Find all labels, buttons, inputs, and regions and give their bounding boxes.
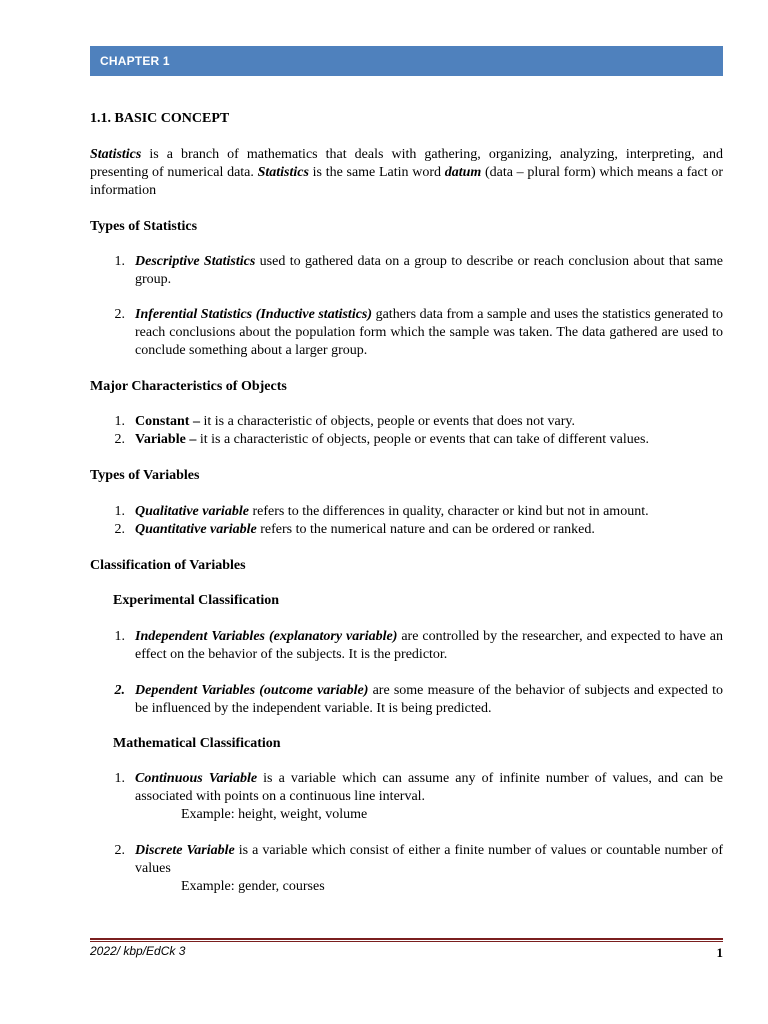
example-discrete: Example: gender, courses [181,879,325,894]
text-continuous: is a variable which can assume any of infinite number of values, and can be associated with points on a continuous line interval. [135,771,723,804]
example-continuous: Example: height, weight, volume [181,807,368,822]
term-discrete: Discrete Variable [135,843,235,858]
heading-types-of-variables: Types of Variables [90,468,200,483]
list-number: 2. [114,843,125,858]
text-constant: it is a characteristic of objects, people or events that does not vary. [203,414,575,429]
list-item-descriptive-statistics [135,253,723,289]
intro-paragraph [90,146,723,200]
heading-types-of-statistics: Types of Statistics [90,219,198,234]
term-constant: Constant – [135,414,204,429]
term-inferential-statistics: Inferential Statistics (Inductive statistics) [135,307,373,322]
heading-major-characteristics: Major Characteristics of Objects [90,379,287,394]
intro-text-1: is a branch of mathematics that deals with gathering, organizing, analyzing, interpreting, and presenting of numerical data. [90,147,723,180]
list-number: 1. [114,254,125,269]
list-number: 1. [114,414,125,429]
term-continuous: Continuous Variable [135,771,258,786]
intro-text-3: (data – plural form) which means a fact or information [90,165,723,198]
chapter-banner [90,46,723,76]
text-discrete: is a variable which consist of either a finite number of values or countable number of values [135,843,724,876]
list-item-dependent [135,682,723,718]
list-number: 1. [114,504,125,519]
list-item-variable [135,431,723,449]
text-independent: are controlled by the researcher, and expected to have an effect on the behavior of the subjects. It is the predictor. [135,629,723,662]
heading-classification: Classification of Variables [90,558,246,573]
intro-term-statistics-2: Statistics [257,165,309,180]
term-qualitative: Qualitative variable [135,504,249,519]
list-number: 1. [114,629,125,644]
text-qualitative: refers to the differences in quality, character or kind but not in amount. [248,504,649,519]
term-variable: Variable – [135,432,200,447]
term-descriptive-statistics: Descriptive Statistics [135,254,256,269]
section-title: 1.1. BASIC CONCEPT [90,111,230,126]
page-number: 1 [716,945,723,960]
intro-term-datum: datum [444,165,482,180]
footer-course-code: 2022/ kbp/EdCk 3 [90,944,186,958]
subheading-mathematical: Mathematical Classification [113,736,281,751]
text-quantitative: refers to the numerical nature and can be ordered or ranked. [256,522,595,537]
list-item-qualitative [135,503,723,521]
list-item-independent [135,628,723,664]
text-inferential-statistics: gathers data from a sample and uses the statistics generated to reach conclusions about the population form which the sample was taken. The data gathered are used to conclude something about a larger group. [135,307,723,358]
intro-term-statistics: Statistics [90,147,142,162]
term-independent: Independent Variables (explanatory variable) [135,629,398,644]
list-number: 2. [114,522,125,537]
list-number: 2. [114,432,125,447]
list-number: 2. [114,683,125,698]
footer-rule-thin [90,941,723,942]
list-item-constant [135,413,723,431]
subheading-experimental: Experimental Classification [113,593,280,608]
list-number: 1. [114,771,125,786]
footer-rule [90,938,723,940]
list-item-quantitative [135,521,723,539]
chapter-label: CHAPTER 1 [100,54,170,68]
term-quantitative: Quantitative variable [135,522,257,537]
text-descriptive-statistics: used to gathered data on a group to describe or reach conclusion about that same group. [135,254,723,287]
list-number: 2. [114,307,125,322]
list-item-inferential-statistics [135,306,723,360]
intro-text-2: is the same Latin word [308,165,445,180]
list-item-discrete [135,842,723,878]
text-dependent: are some measure of the behavior of subjects and expected to be influenced by the independent variable. It is being predicted. [135,683,723,716]
list-item-continuous [135,770,723,806]
text-variable: it is a characteristic of objects, people or events that can take of different values. [199,432,649,447]
term-dependent: Dependent Variables (outcome variable) [135,683,369,698]
